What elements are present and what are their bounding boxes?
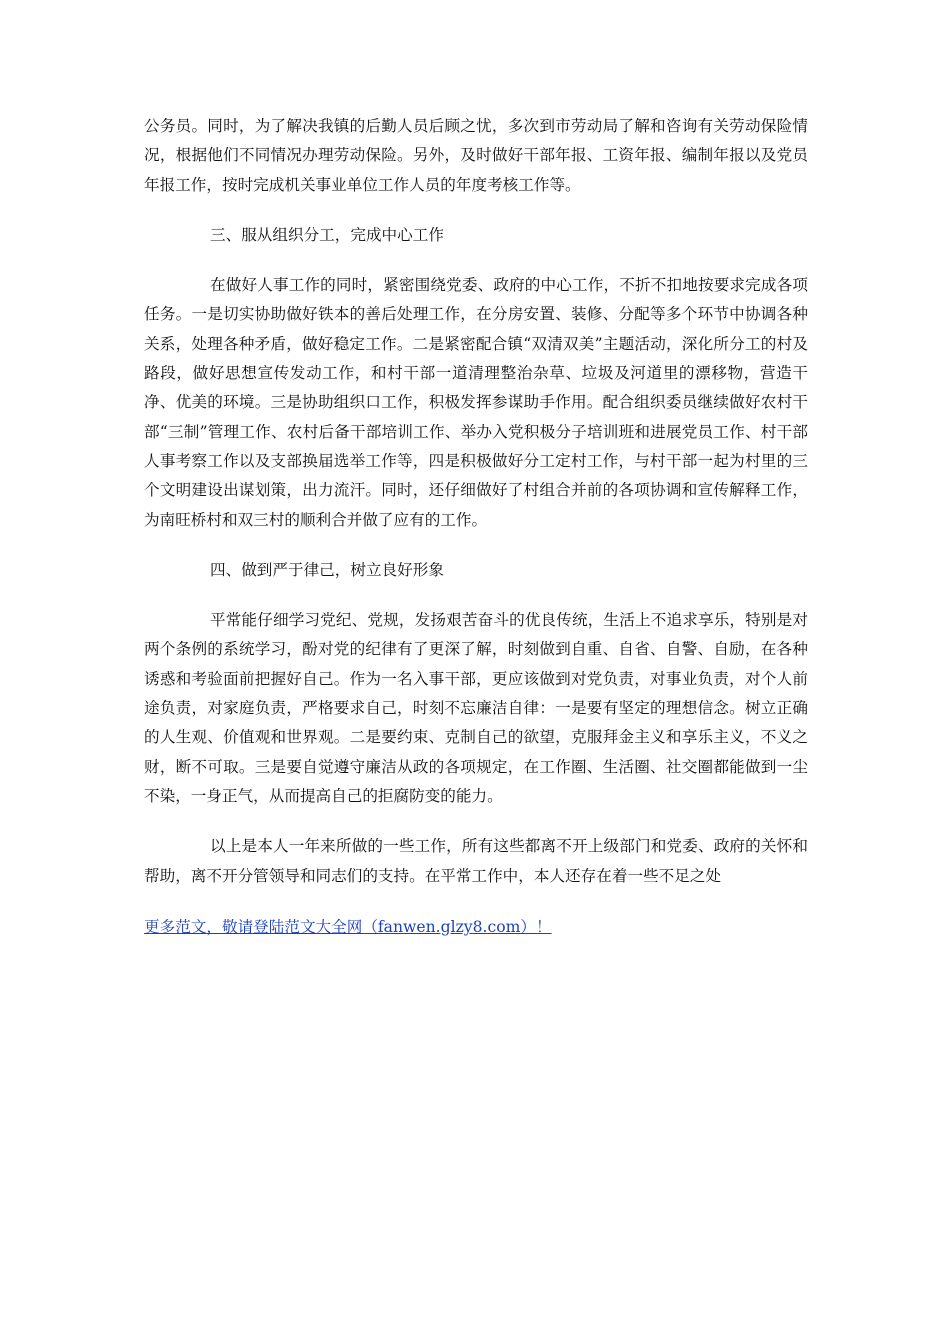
section-4-body: 平常能仔细学习党纪、党规，发扬艰苦奋斗的优良传统，生活上不追求享乐，特别是对两个条例的系统学习，酚对党的纪律有了更深了解，时刻做到自重、自省、自警、自励，在各种诱惑和考验面前把握好自己。作为一名入事干部，更应该做到对党负责，对事业负责，对个人前途负责，对家庭负责，严格要求自己，时刻不忘廉洁自律：一是要有坚定的理想信念。树立正确的人生观、价值观和世界观。二是要约束、克制自己的欲望，克服拜金主义和享乐主义，不义之财，断不可取。三是要自觉遵守廉洁从政的各项规定，在工作圈、生活圈、社交圈都能做到一尘不染，一身正气，从而提高自己的拒腐防变的能力。: [144, 611, 808, 805]
paragraph-spacer: [144, 535, 808, 556]
paragraph-spacer: [144, 200, 808, 221]
section-heading-4: 四、做到严于律己，树立良好形象: [210, 560, 444, 579]
paragraph-spacer: [144, 811, 808, 832]
closing-paragraph: 以上是本人一年来所做的一些工作，所有这些都离不开上级部门和党委、政府的关怀和帮助，离不开分管领导和同志们的支持。在平常工作中，本人还存在着一些不足之处: [144, 837, 808, 885]
paragraph-spacer: [144, 250, 808, 271]
paragraph-spacer: [144, 585, 808, 606]
intro-paragraph: 公务员。同时，为了解决我镇的后勤人员后顾之忧，多次到市劳动局了解和咨询有关劳动保险情况，根据他们不同情况办理劳动保险。另外，及时做好干部年报、工资年报、编制年报以及党员年报工作，按时完成机关事业单位工作人员的年度考核工作等。: [144, 117, 808, 194]
section-heading-3: 三、服从组织分工，完成中心工作: [210, 225, 444, 244]
section-3-body: 在做好人事工作的同时，紧密围绕党委、政府的中心工作，不折不扣地按要求完成各项任务。一是切实协助做好铁本的善后处理工作，在分房安置、装修、分配等多个环节中协调各种关系，处理各种矛盾，做好稳定工作。二是紧密配合镇“双清双美”主题活动，深化所分工的村及路段，做好思想宣传发动工作，和村干部一道清理整治杂草、垃圾及河道里的漂移物，营造干净、优美的环境。三是协助组织口工作，积极发挥参谋助手作用。配合组织委员继续做好农村干部“三制”管理工作、农村后备干部培训工作、举办入党积极分子培训班和进展党员工作、村干部人事考察工作以及支部换届选举工作等，四是积极做好分工定村工作，与村干部一起为村里的三个文明建设出谋划策，出力流汗。同时，还仔细做好了村组合并前的各项协调和宣传解释工作，为南旺桥村和双三村的顺利合并做了应有的工作。: [144, 276, 808, 529]
document-page: [144, 112, 808, 942]
paragraph-spacer: [144, 891, 808, 913]
footer-promo-link[interactable]: 更多范文，敬请登陆范文大全网（fanwen.glzy8.com）！: [144, 917, 552, 936]
